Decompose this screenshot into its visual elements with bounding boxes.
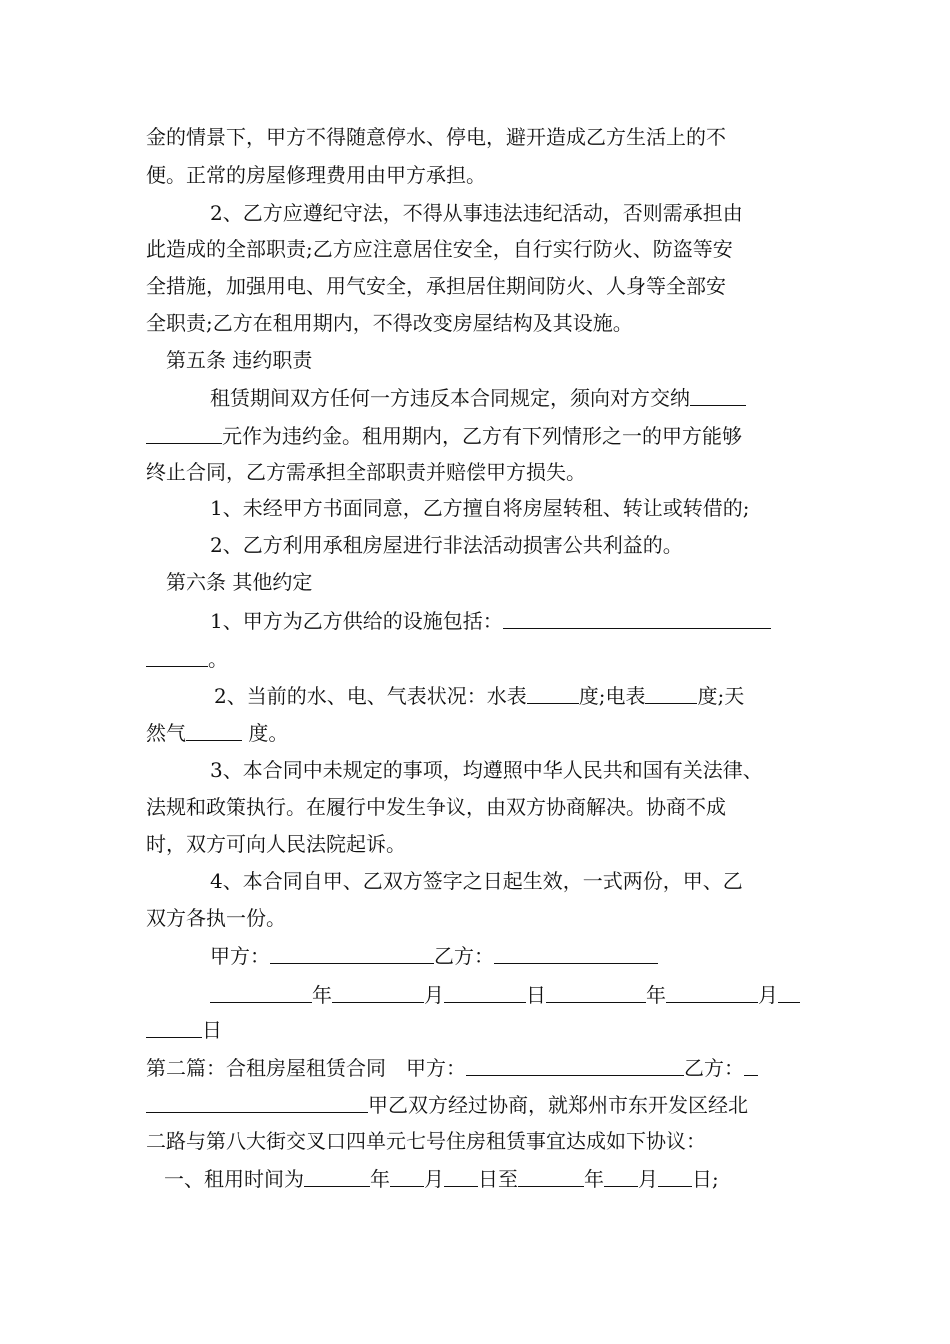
clause-line: 2、乙方利用承租房屋进行非法活动损害公共利益的。 [210,533,683,557]
blank-field [146,646,208,667]
blank-field [778,982,800,1003]
blank-field [444,982,526,1003]
day-label: 日 [526,983,546,1007]
blank-field [444,1166,478,1187]
clause-line: 2、乙方应遵纪守法，不得从事违法违纪活动，否则需承担由 [210,201,743,225]
blank-field [690,385,746,406]
paragraph-line [146,645,816,671]
paragraph-line: 法规和政策执行。在履行中发生争议，由双方协商解决。协商不成 [146,795,726,819]
section-heading: 第六条 其他约定 [166,570,313,594]
line-text: 元作为违约金。租用期内，乙方有下列情形之一的甲方能够 [222,424,742,448]
year-label: 年 [370,1167,390,1191]
blank-field [146,423,222,444]
blank-field [666,982,758,1003]
line-text: 1、甲方为乙方供给的设施包括： [210,609,503,633]
clause-line: 4、本合同自甲、乙双方签字之日起生效，一式两份，甲、乙 [210,869,743,893]
clause-line [214,682,884,708]
paragraph-line: 双方各执一份。 [146,906,286,930]
party-b-label: 乙方： [684,1056,744,1080]
line-text: 租赁期间双方任何一方违反本合同规定，须向对方交纳 [210,386,690,410]
party-a-blank [466,1055,684,1076]
paragraph-line: 全职责;乙方在租用期内，不得改变房屋结构及其设施。 [146,311,633,335]
party-b-label: 乙方： [434,944,494,968]
paragraph-line [210,384,880,410]
clause-line: 3、本合同中未规定的事项，均遵照中华人民共和国有关法律、 [210,758,763,782]
line-text: 然气 [146,721,186,745]
paragraph-line [146,719,816,745]
party-b-blank [494,943,658,964]
paragraph-line: 二路与第八大街交叉口四单元七号住房租赁事宜达成如下协议： [146,1129,706,1153]
blank-field [332,982,424,1003]
paragraph-line: 时，双方可向人民法院起诉。 [146,832,406,856]
line-text: 度。 [242,721,289,745]
year-label: 年 [312,983,332,1007]
blank-field [390,1166,424,1187]
blank-field [527,683,579,704]
section-heading: 第五条 违约职责 [166,348,313,372]
line-text: 。 [208,647,228,671]
line-text: 日; [692,1167,719,1191]
paragraph-line: 金的情景下，甲方不得随意停水、停电，避开造成乙方生活上的不 [146,125,726,149]
paragraph-line: 此造成的全部职责;乙方应注意居住安全，自行实行防火、防盗等安 [146,237,733,261]
blank-field [146,1017,202,1038]
second-contract-title: 第二篇：合租房屋租赁合同 [146,1056,386,1080]
month-label: 月 [638,1167,658,1191]
date-line [146,1016,816,1042]
day-label: 日 [202,1018,222,1042]
blank-field [304,1166,370,1187]
month-label: 月 [424,983,444,1007]
signature-line [210,942,880,968]
paragraph-line: 终止合同，乙方需承担全部职责并赔偿甲方损失。 [146,460,586,484]
date-line [210,981,880,1007]
party-b-blank [146,1092,368,1113]
line-text: 度;电表 [578,684,646,708]
line-text: 2、当前的水、电、气表状况：水表 [214,684,527,708]
second-contract-title-line [146,1054,816,1080]
party-b-blank [744,1055,758,1076]
blank-field [546,982,646,1003]
paragraph-line: 便。正常的房屋修理费用由甲方承担。 [146,163,486,187]
clause-line [164,1165,834,1191]
paragraph-line [146,422,816,448]
blank-field [186,720,242,741]
line-text: 甲乙双方经过协商，就郑州市东开发区经北 [368,1093,748,1117]
blank-field [518,1166,584,1187]
blank-field [604,1166,638,1187]
blank-field [210,982,312,1003]
paragraph-line: 全措施，加强用电、用气安全，承担居住期间防火、人身等全部安 [146,274,726,298]
blank-field [645,683,697,704]
line-text: 日至 [478,1167,518,1191]
paragraph-line [146,1091,816,1117]
party-a-label: 甲方： [406,1056,466,1080]
line-text: 度;天 [697,684,745,708]
clause-line: 1、未经甲方书面同意，乙方擅自将房屋转租、转让或转借的; [210,496,750,520]
clause-line [210,607,880,633]
party-a-label: 甲方： [210,944,270,968]
party-a-blank [270,943,434,964]
year-label: 年 [646,983,666,1007]
blank-field [503,608,771,629]
year-label: 年 [584,1167,604,1191]
month-label: 月 [758,983,778,1007]
line-text: 一、租用时间为 [164,1167,304,1191]
month-label: 月 [424,1167,444,1191]
blank-field [658,1166,692,1187]
